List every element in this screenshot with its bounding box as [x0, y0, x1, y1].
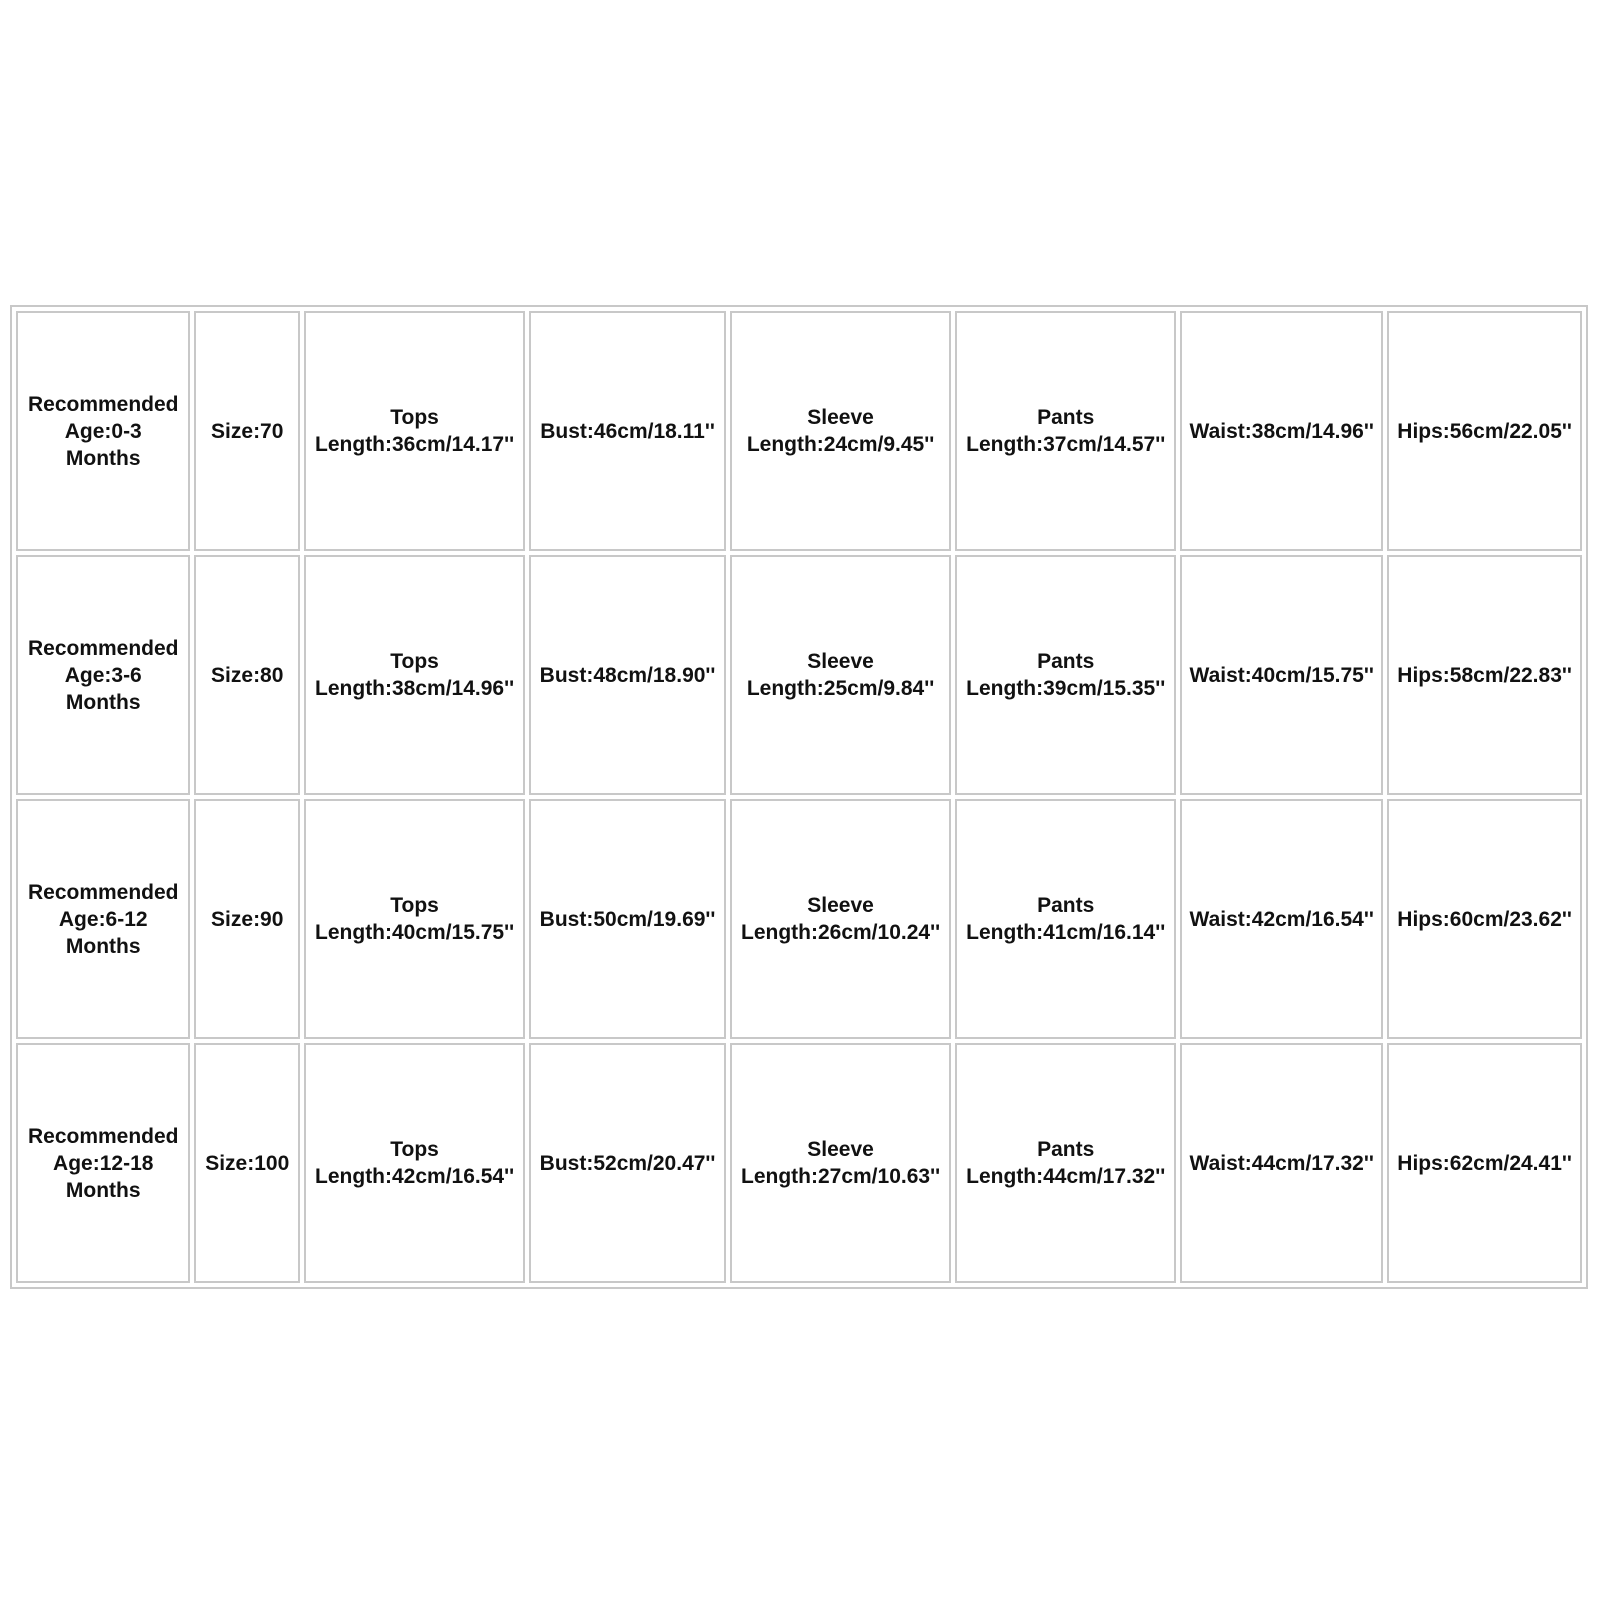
bust-cell — [529, 311, 726, 551]
age-unit: Months — [65, 690, 141, 714]
bust-value: Bust:50cm/19.69'' — [539, 907, 716, 931]
tops-length-value: Length:40cm/15.75'' — [315, 921, 515, 944]
age-label: Recommended — [27, 636, 179, 660]
tops-label: Tops — [390, 894, 439, 917]
tops-length-cell — [304, 555, 525, 795]
sleeve-label: Sleeve — [807, 650, 874, 673]
pants-length-cell — [955, 311, 1176, 551]
age-label: Recommended — [27, 880, 179, 904]
sleeve-length-cell — [730, 799, 951, 1039]
tops-length-cell — [304, 1043, 525, 1283]
hips-cell — [1387, 311, 1582, 551]
sleeve-length-cell — [730, 311, 951, 551]
size-value: Size:70 — [211, 419, 284, 443]
hips-value: Hips:56cm/22.05'' — [1397, 419, 1572, 443]
tops-label: Tops — [390, 650, 439, 673]
waist-cell — [1180, 799, 1383, 1039]
sleeve-length-value: Length:26cm/10.24'' — [741, 921, 941, 944]
size-value: Size:80 — [211, 663, 284, 687]
size-cell — [194, 799, 300, 1039]
bust-cell — [529, 1043, 726, 1283]
tops-length-value: Length:42cm/16.54'' — [315, 1165, 515, 1188]
hips-cell — [1387, 799, 1582, 1039]
size-cell — [194, 311, 300, 551]
pants-length-cell — [955, 1043, 1176, 1283]
waist-cell — [1180, 311, 1383, 551]
bust-value: Bust:46cm/18.11'' — [540, 419, 715, 443]
sleeve-label: Sleeve — [807, 894, 874, 917]
age-range: Age:0-3 — [64, 419, 142, 443]
hips-cell — [1387, 555, 1582, 795]
table-row — [16, 1043, 1582, 1283]
sleeve-length-cell — [730, 555, 951, 795]
size-cell — [194, 555, 300, 795]
hips-cell — [1387, 1043, 1582, 1283]
age-cell — [16, 1043, 190, 1283]
tops-length-value: Length:36cm/14.17'' — [315, 433, 515, 456]
tops-length-cell — [304, 799, 525, 1039]
size-cell — [194, 1043, 300, 1283]
bust-value: Bust:52cm/20.47'' — [539, 1151, 716, 1175]
size-value: Size:90 — [211, 907, 284, 931]
sleeve-length-value: Length:24cm/9.45'' — [746, 433, 935, 456]
tops-label: Tops — [390, 1138, 439, 1161]
age-cell — [16, 555, 190, 795]
table-row — [16, 311, 1582, 551]
sleeve-length-cell — [730, 1043, 951, 1283]
age-unit: Months — [65, 934, 141, 958]
age-range: Age:3-6 — [64, 663, 142, 687]
age-cell — [16, 799, 190, 1039]
age-label: Recommended — [27, 392, 179, 416]
waist-value: Waist:40cm/15.75'' — [1189, 663, 1374, 687]
pants-length-cell — [955, 555, 1176, 795]
tops-length-cell — [304, 311, 525, 551]
tops-length-value: Length:38cm/14.96'' — [315, 677, 515, 700]
size-value: Size:100 — [205, 1151, 290, 1175]
hips-value: Hips:58cm/22.83'' — [1397, 663, 1572, 687]
waist-value: Waist:38cm/14.96'' — [1189, 419, 1374, 443]
pants-length-value: Length:39cm/15.35'' — [966, 677, 1166, 700]
age-unit: Months — [65, 446, 141, 470]
pants-length-value: Length:41cm/16.14'' — [966, 921, 1166, 944]
hips-value: Hips:60cm/23.62'' — [1397, 907, 1572, 931]
hips-value: Hips:62cm/24.41'' — [1397, 1151, 1572, 1175]
bust-cell — [529, 555, 726, 795]
pants-label: Pants — [1037, 650, 1095, 673]
tops-label: Tops — [390, 406, 439, 429]
age-cell — [16, 311, 190, 551]
sleeve-label: Sleeve — [807, 406, 874, 429]
table-row — [16, 555, 1582, 795]
table-row — [16, 799, 1582, 1039]
age-range: Age:6-12 — [58, 907, 148, 931]
age-label: Recommended — [27, 1124, 179, 1148]
waist-cell — [1180, 555, 1383, 795]
pants-length-cell — [955, 799, 1176, 1039]
pants-label: Pants — [1037, 894, 1095, 917]
age-range: Age:12-18 — [53, 1151, 154, 1175]
waist-cell — [1180, 1043, 1383, 1283]
size-chart-table — [10, 305, 1588, 1289]
bust-value: Bust:48cm/18.90'' — [539, 663, 716, 687]
pants-length-value: Length:37cm/14.57'' — [966, 433, 1166, 456]
sleeve-length-value: Length:25cm/9.84'' — [746, 677, 935, 700]
sleeve-length-value: Length:27cm/10.63'' — [741, 1165, 941, 1188]
waist-value: Waist:44cm/17.32'' — [1189, 1151, 1374, 1175]
sleeve-label: Sleeve — [807, 1138, 874, 1161]
waist-value: Waist:42cm/16.54'' — [1189, 907, 1374, 931]
bust-cell — [529, 799, 726, 1039]
pants-label: Pants — [1037, 1138, 1095, 1161]
age-unit: Months — [65, 1178, 141, 1202]
pants-label: Pants — [1037, 406, 1095, 429]
pants-length-value: Length:44cm/17.32'' — [966, 1165, 1166, 1188]
